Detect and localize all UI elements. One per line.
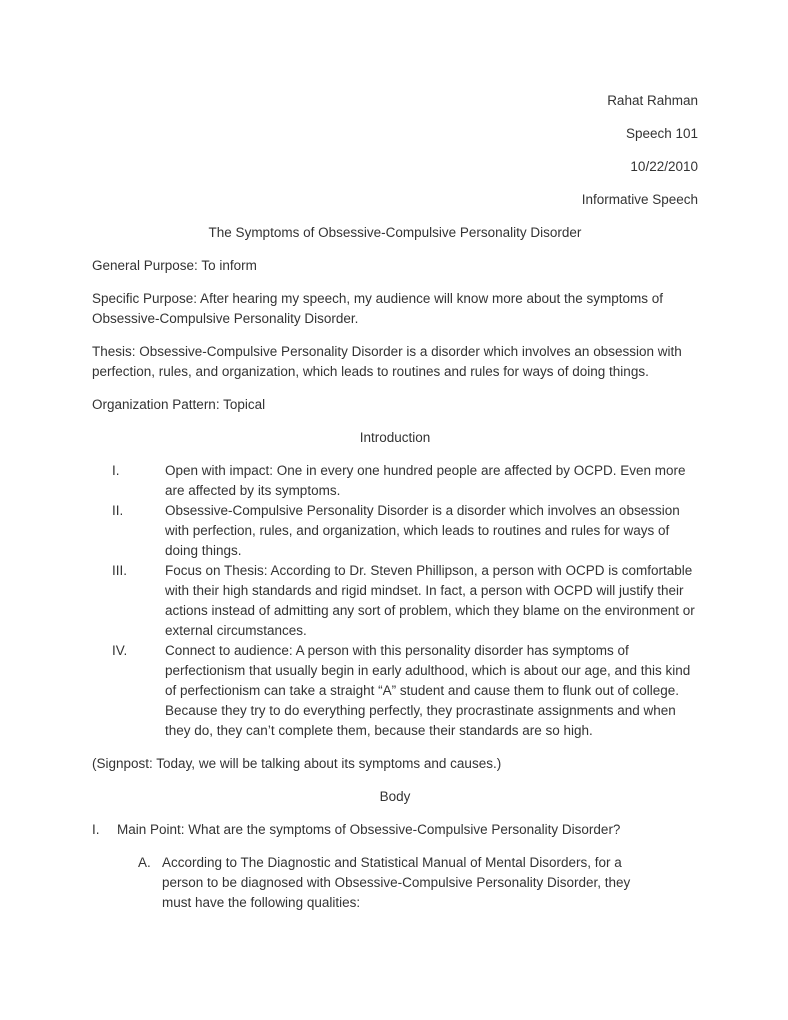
main-point-number: I. (92, 822, 100, 837)
signpost: (Signpost: Today, we will be talking about its symptoms and causes.) (92, 756, 502, 771)
body-heading: Body (379, 789, 411, 804)
list-item (92, 641, 698, 741)
specific-purpose: Specific Purpose: After hearing my speech, my audience will know more about the symptoms of Obsessive-Compulsive Personality Disorder. (92, 291, 664, 326)
sub-point-number: A. (138, 855, 151, 870)
list-item (92, 561, 698, 641)
general-purpose: General Purpose: To inform (92, 258, 257, 273)
list-item-number: II. (112, 503, 124, 518)
list-item-number: IV. (112, 643, 128, 658)
course-name: Speech 101 (625, 126, 698, 141)
list-item-number: I. (112, 463, 120, 478)
list-item-text: Obsessive-Compulsive Personality Disorder is a disorder which involves an obsession with perfection, rules, and organization, which leads to routines and rules for ways of doing things. (165, 503, 680, 558)
main-point-text: Main Point: What are the symptoms of Obsessive-Compulsive Personality Disorder? (117, 822, 621, 837)
organization-pattern: Organization Pattern: Topical (92, 397, 266, 412)
list-item-number: III. (112, 563, 128, 578)
sub-point (138, 853, 698, 913)
list-item-text: Focus on Thesis: According to Dr. Steven Phillipson, a person with OCPD is comfortable with their high standards and rigid mindset. In fact, a person with OCPD will justify their actions instead of admitting any sort of problem, which they blame on the environment or external circumstances. (165, 563, 695, 638)
speech-type: Informative Speech (581, 192, 698, 207)
list-item (92, 501, 698, 561)
introduction-heading: Introduction (359, 430, 431, 445)
list-item (92, 461, 698, 501)
introduction-list (92, 461, 698, 741)
document-header (92, 91, 698, 210)
main-point (92, 820, 698, 840)
sub-point-text: According to The Diagnostic and Statistical Manual of Mental Disorders, for a person to be diagnosed with Obsessive-Compulsive Personality Disorder, they must have the following qualities: (162, 855, 631, 910)
date: 10/22/2010 (630, 159, 698, 174)
author-name: Rahat Rahman (607, 93, 698, 108)
list-item-text: Open with impact: One in every one hundred people are affected by OCPD. Even more are affected by its symptoms. (165, 463, 686, 498)
thesis: Thesis: Obsessive-Compulsive Personality Disorder is a disorder which involves an obsession with perfection, rules, and organization, which leads to routines and rules for ways of doing things. (92, 344, 682, 379)
list-item-text: Connect to audience: A person with this personality disorder has symptoms of perfectionism that usually begin in early adulthood, which is about our age, and this kind of perfectionism can take a straight “A” student and cause them to flunk out of college. Because they try to do everything perfectly, they procrastinate assignments and when they do, they can’t complete them, because their standards are so high. (165, 643, 691, 738)
document-title: The Symptoms of Obsessive-Compulsive Personality Disorder (208, 225, 582, 240)
